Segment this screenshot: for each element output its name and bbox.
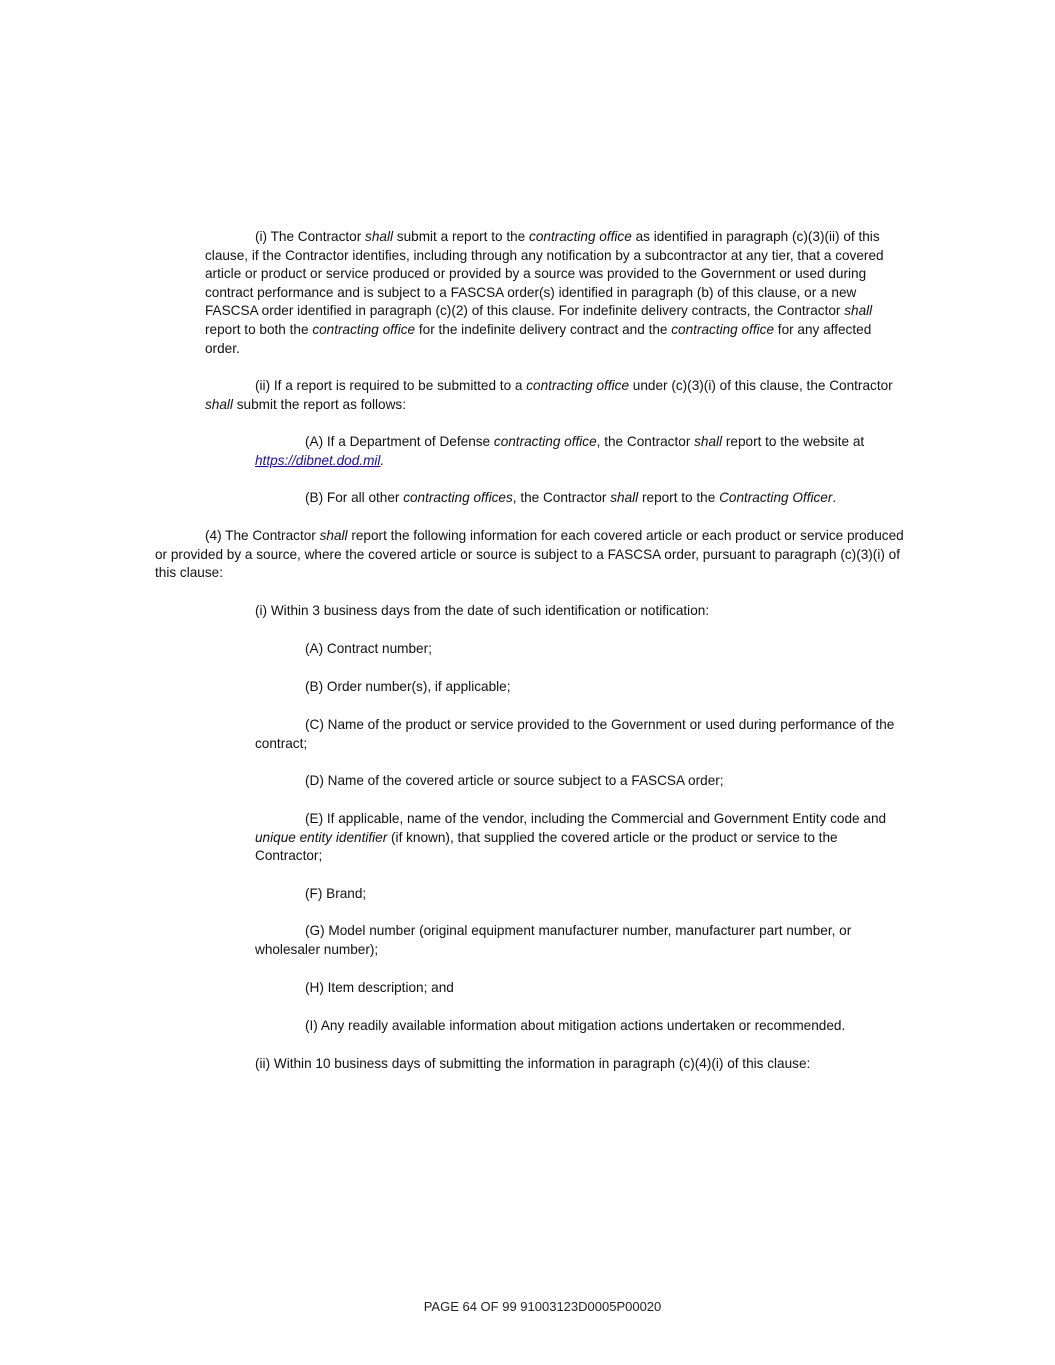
list-item-F: (F) Brand; <box>305 886 367 901</box>
dibnet-link[interactable]: https://dibnet.dod.mil <box>255 452 381 468</box>
list-item-G: (G) Model number (original equipment manufacturer number, manufacturer part number, or wholesaler number); <box>255 923 852 957</box>
paragraph-c4ii: (ii) Within 10 business days of submitting the information in paragraph (c)(4)(i) of this clause: <box>255 1056 811 1071</box>
list-item-E: (E) If applicable, name of the vendor, including the Commercial and Government Entity code and unique entity identifier (if known), that supplied the covered article or the product or service to the Contractor; <box>255 811 887 864</box>
paragraph-c3ii-A: (A) If a Department of Defense contracting office, the Contractor shall report to the website at https://dibnet.dod.mil. <box>255 434 865 468</box>
list-item-A: (A) Contract number; <box>305 641 432 656</box>
list-item-B: (B) Order number(s), if applicable; <box>305 679 511 694</box>
list-item-I: (I) Any readily available information about mitigation actions undertaken or recommended. <box>305 1018 846 1033</box>
paragraph-c3ii: (ii) If a report is required to be submitted to a contracting office under (c)(3)(i) of this clause, the Contractor shall submit the report as follows: <box>205 378 893 412</box>
paragraph-c4i: (i) Within 3 business days from the date of such identification or notification: <box>255 603 710 618</box>
paragraph-c4: (4) The Contractor shall report the following information for each covered article or each product or service produced or provided by a source, where the covered article or source is subject to a FASCSA order, pursuant to paragraph (c)(3)(i) of this clause: <box>155 528 904 581</box>
page-footer: PAGE 64 OF 99 91003123D0005P00020 <box>423 1299 662 1314</box>
paragraph-c3ii-B: (B) For all other contracting offices, the Contractor shall report to the Contracting Officer. <box>305 490 837 505</box>
paragraph-c3i: (i) The Contractor shall submit a report to the contracting office as identified in paragraph (c)(3)(ii) of this clause, if the Contractor identifies, including through any notification by a subcontractor at any tier, that a covered article or product or service produced or provided by a source was provided to the Government or used during contract performance and is subject to a FASCSA order(s) identified in paragraph (b) of this clause, or a new FASCSA order identified in paragraph (c)(2) of this clause. For indefinite delivery contracts, the Contractor shall report to both the contracting office for the indefinite delivery contract and the contracting office for any affected order. <box>205 229 884 356</box>
list-item-H: (H) Item description; and <box>305 980 454 995</box>
list-item-D: (D) Name of the covered article or source subject to a FASCSA order; <box>305 773 724 788</box>
list-item-C: (C) Name of the product or service provided to the Government or used during performance of the contract; <box>255 717 895 751</box>
